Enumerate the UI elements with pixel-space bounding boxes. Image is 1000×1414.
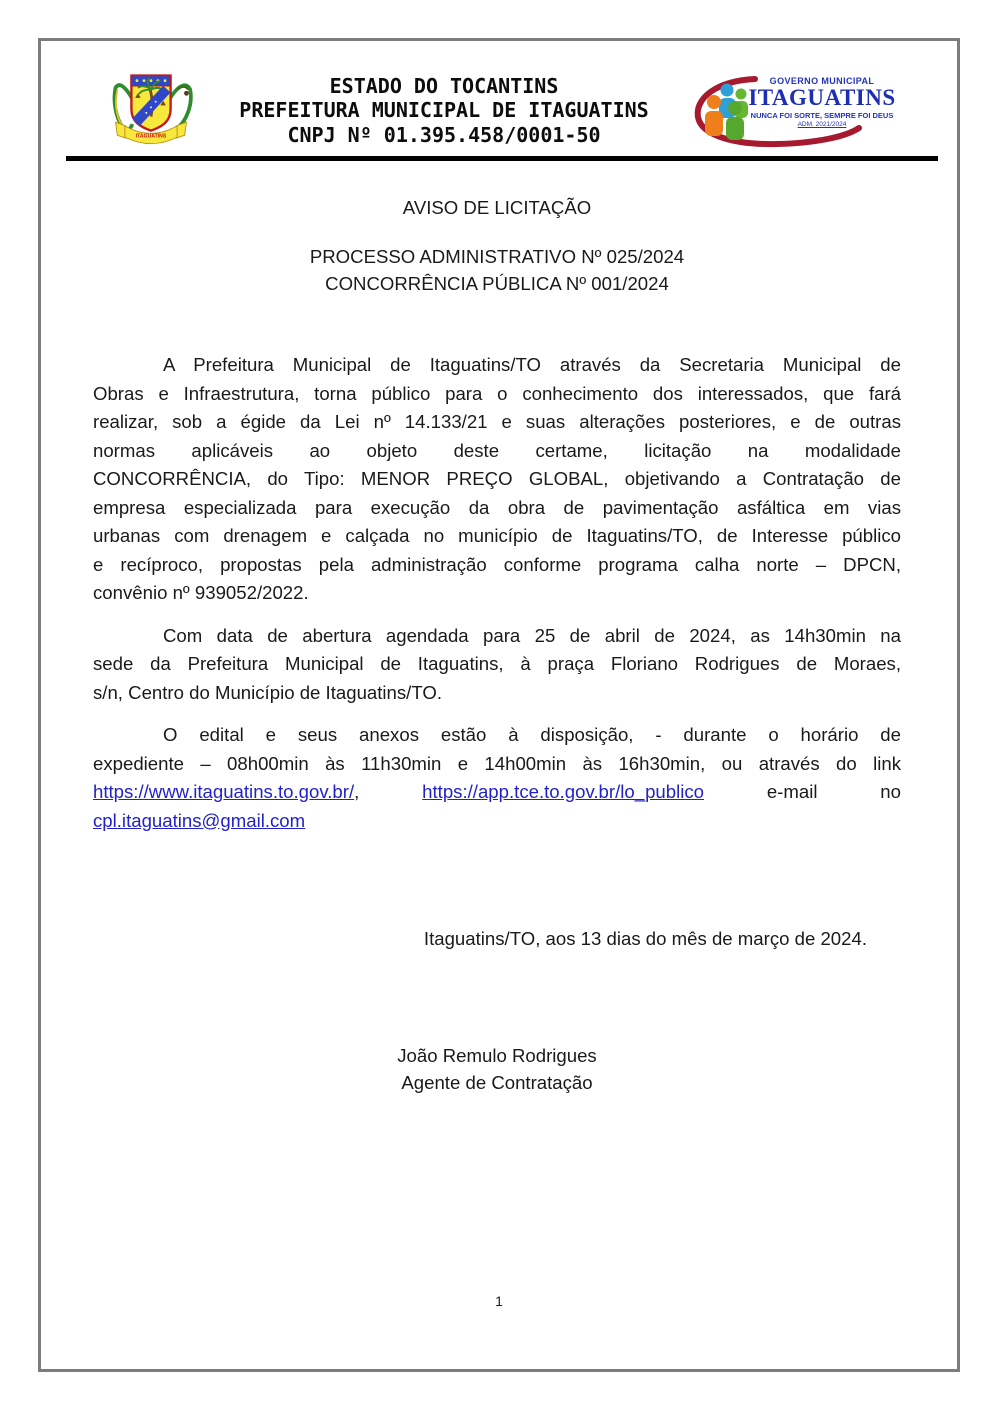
page-number: 1 [495, 1293, 503, 1309]
paragraph-line [93, 650, 901, 679]
org-line-municipality: PREFEITURA MUNICIPAL DE ITAGUATINS [239, 98, 649, 123]
document-title: AVISO DE LICITAÇÃO [402, 197, 592, 218]
process-heading-block [93, 243, 901, 297]
logo-text-block [745, 76, 899, 128]
signature-block [93, 1042, 901, 1096]
process-number-line: PROCESSO ADMINISTRATIVO Nº 025/2024 [309, 246, 685, 267]
itaguatins-government-logo [689, 73, 901, 149]
org-line-state: ESTADO DO TOCANTINS [329, 73, 559, 98]
header-divider-rule [66, 156, 938, 161]
hyperlink[interactable]: cpl.itaguatins@gmail.com [93, 809, 306, 831]
logo-city-name: ITAGUATINS [748, 84, 896, 110]
page-border-frame [38, 38, 960, 1372]
org-line-cnpj: CNPJ Nº 01.395.458/0001-50 [287, 122, 601, 147]
place-and-date-line: Itaguatins/TO, aos 13 dias do mês de março de 2024. [423, 928, 867, 949]
text-run: convênio nº 939052/2022. [93, 582, 309, 603]
paragraph-line [93, 750, 901, 779]
paragraph [93, 721, 901, 835]
text-run: Com data de abertura agendada para 25 de abril de 2024, as 14h30min na [163, 624, 901, 646]
paragraph-line [93, 679, 901, 708]
tender-number-line: CONCORRÊNCIA PÚBLICA Nº 001/2024 [325, 273, 669, 294]
paragraph-line [93, 351, 901, 380]
text-run: CONCORRÊNCIA, do Tipo: MENOR PREÇO GLOBAL, objetivando a Contratação de [93, 468, 901, 489]
text-run: A Prefeitura Municipal de Itaguatins/TO através da Secretaria Municipal de [163, 354, 901, 375]
paragraph-line [93, 437, 901, 466]
paragraph-line [93, 721, 901, 750]
org-title-block [199, 74, 689, 148]
text-run: O edital e seus anexos estão à disposição, - durante o horário de [163, 724, 901, 745]
text-run: realizar, sob a égide da Lei nº 14.133/21 e suas alterações posteriores, e de outras [93, 411, 901, 432]
paragraph-line [93, 579, 901, 608]
hyperlink[interactable]: https://app.tce.to.gov.br/lo_publico [422, 781, 704, 802]
text-run: e-mail no [704, 781, 901, 802]
paragraph-line [93, 522, 901, 551]
crest-ribbon-text: ITAGUATINS [135, 133, 167, 140]
paragraph-line [93, 807, 901, 836]
logo-governo-municipal: GOVERNO MUNICIPAL [769, 75, 875, 86]
paragraph-line [93, 408, 901, 437]
paragraph-line [93, 494, 901, 523]
text-run: sede da Prefeitura Municipal de Itaguatins, à praça Floriano Rodrigues de Moraes, [93, 653, 901, 674]
paragraph-line [93, 551, 901, 580]
text-run: , [354, 781, 423, 802]
paragraph-line [93, 465, 901, 494]
paragraph [93, 622, 901, 708]
logo-adm-term: ADM. 2021/2024 [797, 120, 847, 128]
text-run: s/n, Centro do Município de Itaguatins/TO. [93, 681, 442, 703]
text-run: expediente – 08h00min às 11h30min e 14h00min às 16h30min, ou através do link [93, 752, 901, 774]
paragraph-line [93, 778, 901, 807]
text-run: e recíproco, propostas pela administração conforme programa calha norte – DPCN, [93, 553, 901, 575]
paragraph-line [93, 622, 901, 651]
paragraph-line [93, 380, 901, 409]
paragraphs [93, 351, 901, 835]
logo-slogan: NUNCA FOI SORTE, SEMPRE FOI DEUS [750, 110, 894, 120]
text-run: urbanas com drenagem e calçada no município de Itaguatins/TO, de Interesse público [93, 525, 901, 546]
text-run: Obras e Infraestrutura, torna público para o conhecimento dos interessados, que fará [93, 382, 901, 404]
signature-name: João Remulo Rodrigues [397, 1044, 597, 1066]
municipal-coat-of-arms-icon [103, 69, 199, 153]
document-header [93, 68, 901, 153]
text-run: normas aplicáveis ao objeto deste certame, licitação na modalidade [93, 439, 901, 461]
signature-role: Agente de Contratação [401, 1071, 593, 1093]
paragraph [93, 351, 901, 608]
hyperlink[interactable]: https://www.itaguatins.to.gov.br/ [93, 781, 355, 802]
text-run: empresa especializada para execução da obra de pavimentação asfáltica em vias [93, 496, 901, 518]
